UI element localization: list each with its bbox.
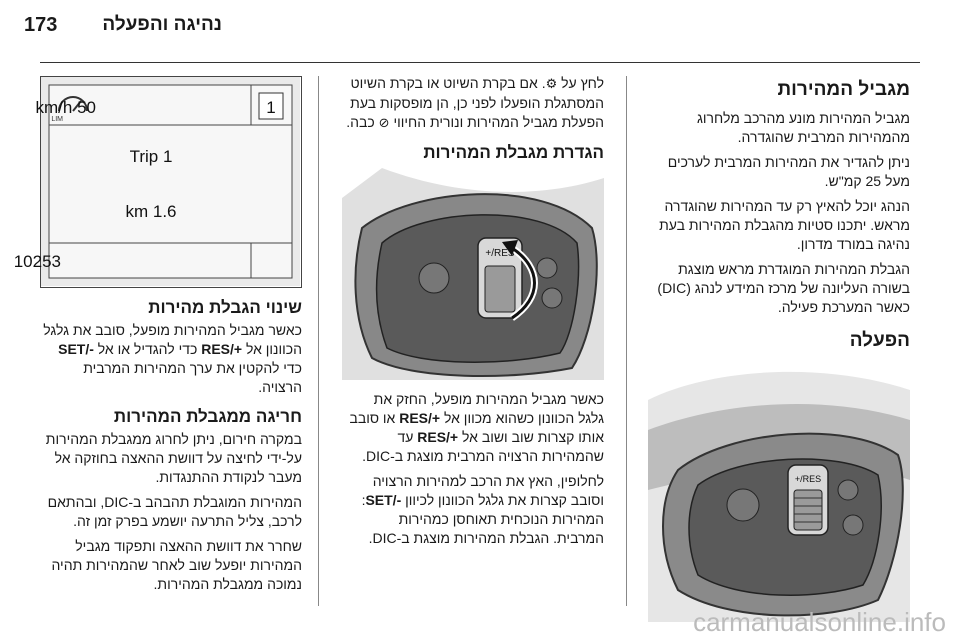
paragraph: כאשר מגביל המהירות מופעל, סובב את גלגל הכוונון אל RES/+ כדי להגדיל או אל SET/- כדי להקטין את ערך המהירות המרבית הרצויה.	[43, 322, 302, 395]
column-divider	[318, 76, 319, 606]
page-number: 173	[24, 14, 58, 36]
subsection-heading: הפעלה	[849, 330, 910, 351]
section-heading: שינוי הגבלת מהירות	[148, 298, 302, 317]
paragraph: לחץ על ⚙. אם בקרת השיוט או בקרת השיוט המסתגלת הופעלו לפני כן, הן מופסקות בעת הפעלת מגביל המהירות ונורית החיווי ⊘ כבה.	[346, 75, 604, 131]
wheel-res-label: RES/+	[485, 248, 515, 259]
dic-trip-label: Trip 1	[129, 147, 173, 166]
header-rule	[40, 62, 920, 63]
dic-odometer-value: 10253	[13, 252, 61, 271]
paragraph: המהירות המוגבלת תהבהב ב-DIC, ובהתאם לרכב, צליל התרעה יושמע בפרק זמן זה.	[47, 494, 302, 529]
column-change-limit	[13, 76, 302, 600]
paragraph: ניתן להגדיר את המהירות המרבית לערכים מעל 25 קמ"ש.	[667, 154, 910, 189]
paragraph: כאשר מגביל המהירות מופעל, החזק את גלגל הכוונון כשהוא מכוון אל RES/+ או סובב אותו קצרות שוב ושוב אל RES/+ עד שהמהירות הרצויה המרבית מוצגת ב-DIC.	[349, 391, 604, 464]
paragraph: לחלופין, האץ את הרכב למהירות הרצויה וסובב קצרות את גלגל הכוונון לכיוון SET/-: המהירות הנוכחית תאוחסן כמהירות המרבית. הגבלת המהירות מוצגת ב-DIC.	[361, 473, 604, 546]
dic-display-illustration	[13, 76, 302, 288]
wheel-res-label: RES/+	[794, 474, 822, 484]
speed-limiter-icon: ⚙	[545, 77, 558, 92]
paragraph: שחרר את דוושת ההאצה ותפקוד מגביל המהירות יופעל שוב לאחר שהמהירות תהיה נמוכה ממגבלת המהירות.	[51, 538, 302, 592]
paragraph: במקרה חירום, ניתן לחרוג ממגבלת המהירות על-ידי לחיצה על דוושת ההאצה בחוזקה אל מעבר לנקודת ההתנגדות.	[45, 431, 302, 485]
column-divider	[626, 76, 627, 606]
dic-distance-value: 1.6 km	[125, 202, 177, 221]
section-heading: חריגה ממגבלת המהירות	[113, 407, 302, 426]
steering-wheel-illustration	[648, 360, 910, 622]
section-heading: הגדרת מגבלת המהירות	[423, 143, 604, 162]
steering-wheel-res-illustration	[342, 168, 604, 380]
column-speed-limiter	[642, 78, 910, 622]
column-setting-speed	[344, 74, 604, 554]
paragraph: הנהג יוכל להאיץ רק עד המהירות שהוגדרה מראש. יתכנו סטיות מהגבלת המהירות בעת נהיגה במורד מדרון.	[659, 198, 910, 252]
dic-gear-value: 1	[266, 98, 276, 117]
page-title: נהיגה והפעלה	[102, 14, 222, 35]
section-heading: מגביל המהירות	[777, 79, 910, 100]
indicator-lamp-icon: ⊘	[378, 116, 390, 131]
dic-speed-value: 50 km/h	[35, 98, 96, 117]
watermark: carmanualsonline.info	[693, 607, 946, 637]
svg-text:LIM: LIM	[51, 116, 63, 123]
paragraph: מגביל המהירות מונע מהרכב מלחרוג מהמהירות המרבית שהוגדרה.	[696, 110, 910, 145]
paragraph: הגבלת המהירות המוגדרת מראש מוצגת בשורה העליונה של מרכז המידע לנהג (DIC) כאשר המערכת פעילה.	[657, 261, 910, 315]
